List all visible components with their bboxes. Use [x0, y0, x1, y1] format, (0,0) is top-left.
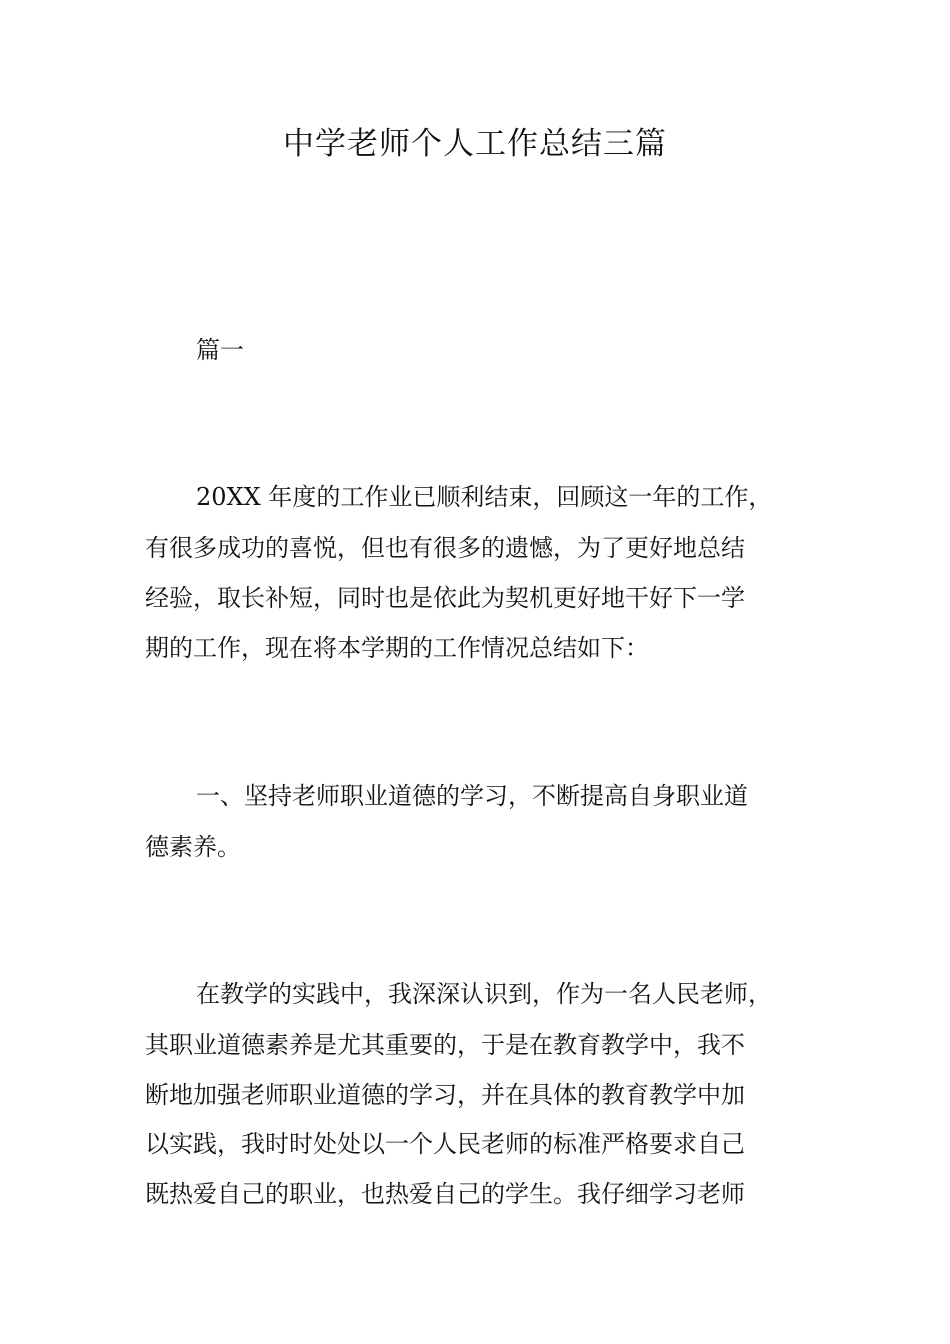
paragraph-1-line-3: 经验，取长补短，同时也是依此为契机更好地干好下一学 — [145, 584, 745, 612]
paragraph-1-line-2: 有很多成功的喜悦，但也有很多的遗憾，为了更好地总结 — [145, 534, 745, 562]
paragraph-1-line-1: 20XX 年度的工作业已顺利结束，回顾这一年的工作， — [196, 483, 773, 511]
paragraph-2-line-2: 其职业道德素养是尤其重要的，于是在教育教学中，我不 — [145, 1031, 745, 1059]
paragraph-2-line-5: 既热爱自己的职业，也热爱自己的学生。我仔细学习老师 — [145, 1180, 745, 1208]
paragraph-1-line-4: 期的工作，现在将本学期的工作情况总结如下： — [145, 634, 649, 662]
paragraph-2-line-4: 以实践，我时时处处以一个人民老师的标准严格要求自己 — [145, 1130, 745, 1158]
paragraph-2-line-3: 断地加强老师职业道德的学习，并在具体的教育教学中加 — [145, 1081, 745, 1109]
document-title: 中学老师个人工作总结三篇 — [283, 126, 667, 162]
heading-1-line-2: 德素养。 — [145, 833, 241, 861]
section-heading: 篇一 — [196, 336, 244, 364]
heading-1-line-1: 一、坚持老师职业道德的学习，不断提高自身职业道 — [196, 782, 748, 810]
paragraph-2-line-1: 在教学的实践中，我深深认识到，作为一名人民老师， — [196, 980, 772, 1008]
